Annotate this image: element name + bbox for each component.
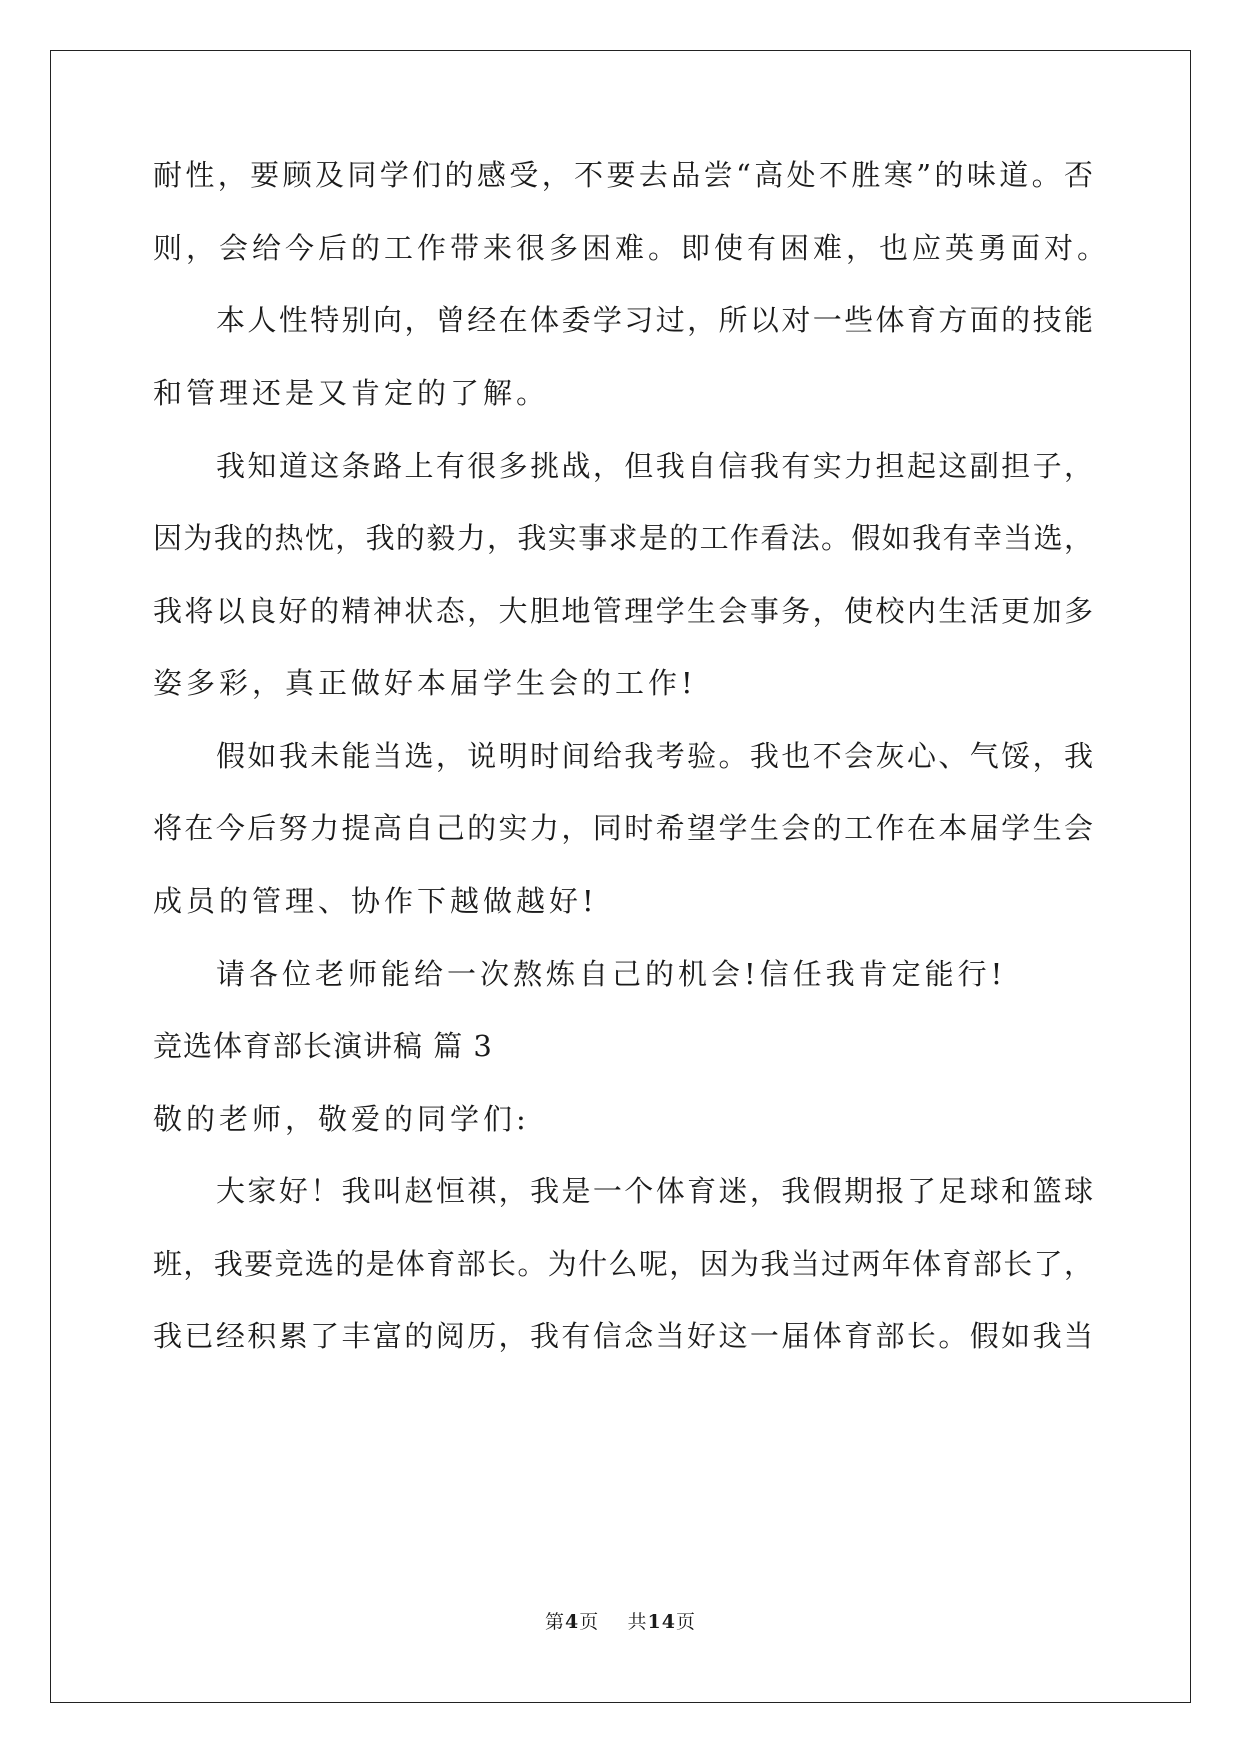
paragraph-line: 大家好！我叫赵恒祺，我是一个体育迷，我假期报了足球和篮球 [216,1174,1093,1208]
paragraph-line: 假如我未能当选，说明时间给我考验。我也不会灰心、气馁，我 [216,739,1093,773]
paragraph-line: 我将以良好的精神状态，大胆地管理学生会事务，使校内生活更加多 [153,594,1093,628]
paragraph-line: 则，会给今后的工作带来很多困难。即使有困难，也应英勇面对。 [153,231,1111,265]
footer-page-suffix: 页 [579,1611,600,1633]
total-page-count: 14 [647,1611,676,1633]
paragraph-line: 班，我要竞选的是体育部长。为什么呢，因为我当过两年体育部长了， [153,1247,1093,1281]
paragraph-line: 本人性特别向，曾经在体委学习过，所以对一些体育方面的技能 [216,303,1093,337]
paragraph-line: 我已经积累了丰富的阅历，我有信念当好这一届体育部长。假如我当 [153,1319,1093,1353]
section-heading: 竞选体育部长演讲稿 篇 3 [153,1029,493,1063]
paragraph-line: 和管理还是又肯定的了解。 [153,376,550,410]
footer-prefix: 第 [545,1611,566,1633]
paragraph-line: 将在今后努力提高自己的实力，同时希望学生会的工作在本届学生会 [153,811,1093,845]
footer-total-suffix: 页 [675,1611,696,1633]
paragraph-line: 耐性，要顾及同学们的感受，不要去品尝“高处不胜寒”的味道。否 [153,158,1093,192]
current-page-number: 4 [565,1611,580,1633]
paragraph-line: 请各位老师能给一次熬炼自己的机会!信任我肯定能行! [216,957,1007,991]
footer-total-prefix: 共 [627,1611,648,1633]
paragraph-line: 我知道这条路上有很多挑战，但我自信我有实力担起这副担子， [216,449,1093,483]
page-footer [0,1610,1241,1634]
salutation: 敬的老师，敬爱的同学们: [153,1102,530,1136]
page-border [50,50,1191,1703]
paragraph-line: 姿多彩，真正做好本届学生会的工作! [153,666,697,700]
paragraph-line: 成员的管理、协作下越做越好! [153,884,598,918]
paragraph-line: 因为我的热忱，我的毅力，我实事求是的工作看法。假如我有幸当选， [153,521,1093,555]
